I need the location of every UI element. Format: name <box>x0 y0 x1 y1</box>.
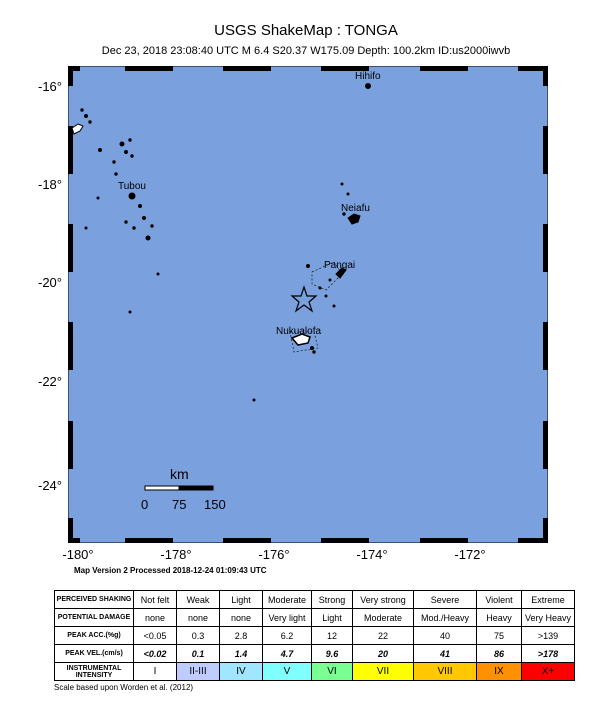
place-label-tubou: Tubou <box>118 181 146 192</box>
legend-cell: Strong <box>312 591 353 609</box>
lat-tick: -16° <box>38 79 62 94</box>
legend-cell: Violent <box>477 591 522 609</box>
legend-cell: 40 <box>414 627 477 645</box>
legend-cell: 20 <box>353 645 414 663</box>
intensity-cell: VIII <box>414 663 477 681</box>
lon-tick: -172° <box>454 547 486 562</box>
intensity-legend <box>54 590 575 681</box>
place-label-hihifo: Hihifo <box>355 71 381 82</box>
legend-cell: 1.4 <box>220 645 263 663</box>
legend-cell: Very strong <box>353 591 414 609</box>
lat-tick: -24° <box>38 478 62 493</box>
legend-cell: 4.7 <box>263 645 312 663</box>
lon-tick: -180° <box>62 547 94 562</box>
intensity-cell: VII <box>353 663 414 681</box>
legend-cell: 41 <box>414 645 477 663</box>
shakemap[interactable] <box>68 66 548 543</box>
scale-tick-75: 75 <box>172 497 187 512</box>
row-header: POTENTIAL DAMAGE <box>55 609 134 627</box>
map-title: USGS ShakeMap : TONGA <box>214 22 398 39</box>
legend-cell: none <box>177 609 220 627</box>
legend-cell: Mod./Heavy <box>414 609 477 627</box>
lat-tick: -22° <box>38 374 62 389</box>
legend-cell: 12 <box>312 627 353 645</box>
lat-tick: -18° <box>38 177 62 192</box>
scale-unit: km <box>170 466 189 482</box>
row-header: INSTRUMENTAL INTENSITY <box>55 663 134 681</box>
legend-cell: 0.3 <box>177 627 220 645</box>
map-canvas <box>68 66 548 543</box>
intensity-cell: I <box>134 663 177 681</box>
ocean <box>68 66 548 543</box>
legend-cell: 2.8 <box>220 627 263 645</box>
legend-row-damage <box>55 609 575 627</box>
row-header: PERCEIVED SHAKING <box>55 591 134 609</box>
map-version: Map Version 2 Processed 2018-12-24 01:09:43 UTC <box>74 566 267 575</box>
legend-cell: none <box>134 609 177 627</box>
legend-row-shaking <box>55 591 575 609</box>
scale-tick-150: 150 <box>204 497 226 512</box>
legend-cell: Moderate <box>353 609 414 627</box>
legend-cell: Heavy <box>477 609 522 627</box>
legend-cell: Moderate <box>263 591 312 609</box>
legend-cell: Extreme <box>522 591 575 609</box>
intensity-cell: V <box>263 663 312 681</box>
legend-cell: >178 <box>522 645 575 663</box>
legend-cell: Very Heavy <box>522 609 575 627</box>
event-summary: Dec 23, 2018 23:08:40 UTC M 6.4 S20.37 W175.09 Depth: 100.2km ID:us2000iwvb <box>101 45 511 57</box>
intensity-cell: IX <box>477 663 522 681</box>
lat-tick: -20° <box>38 275 62 290</box>
place-label-neiafu: Neiafu <box>341 203 370 214</box>
legend-cell: Not felt <box>134 591 177 609</box>
legend-cell: <0.02 <box>134 645 177 663</box>
lon-tick: -174° <box>356 547 388 562</box>
scale-citation: Scale based upon Worden et al. (2012) <box>54 683 194 692</box>
intensity-cell: II-III <box>177 663 220 681</box>
legend-cell: Weak <box>177 591 220 609</box>
intensity-cell: X+ <box>522 663 575 681</box>
legend-cell: 0.1 <box>177 645 220 663</box>
legend-cell: 6.2 <box>263 627 312 645</box>
place-label-pangai: Pangai <box>324 260 356 271</box>
place-label-nukualofa: Nukualofa <box>276 326 322 337</box>
legend-row-vel <box>55 645 575 663</box>
intensity-cell: IV <box>220 663 263 681</box>
legend-cell: Severe <box>414 591 477 609</box>
legend-cell: 9.6 <box>312 645 353 663</box>
legend-cell: 22 <box>353 627 414 645</box>
legend-cell: 86 <box>477 645 522 663</box>
legend-cell: none <box>220 609 263 627</box>
lon-tick: -178° <box>160 547 192 562</box>
scale-tick-0: 0 <box>141 497 149 512</box>
legend-cell: 75 <box>477 627 522 645</box>
legend-row-intensity <box>55 663 575 681</box>
row-header: PEAK VEL.(cm/s) <box>55 645 134 663</box>
row-header: PEAK ACC.(%g) <box>55 627 134 645</box>
legend-cell: Very light <box>263 609 312 627</box>
legend-row-acc <box>55 627 575 645</box>
legend-cell: Light <box>220 591 263 609</box>
lon-tick: -176° <box>258 547 290 562</box>
intensity-cell: VI <box>312 663 353 681</box>
legend-cell: >139 <box>522 627 575 645</box>
legend-cell: <0.05 <box>134 627 177 645</box>
scale-bar <box>145 486 213 490</box>
legend-cell: Light <box>312 609 353 627</box>
